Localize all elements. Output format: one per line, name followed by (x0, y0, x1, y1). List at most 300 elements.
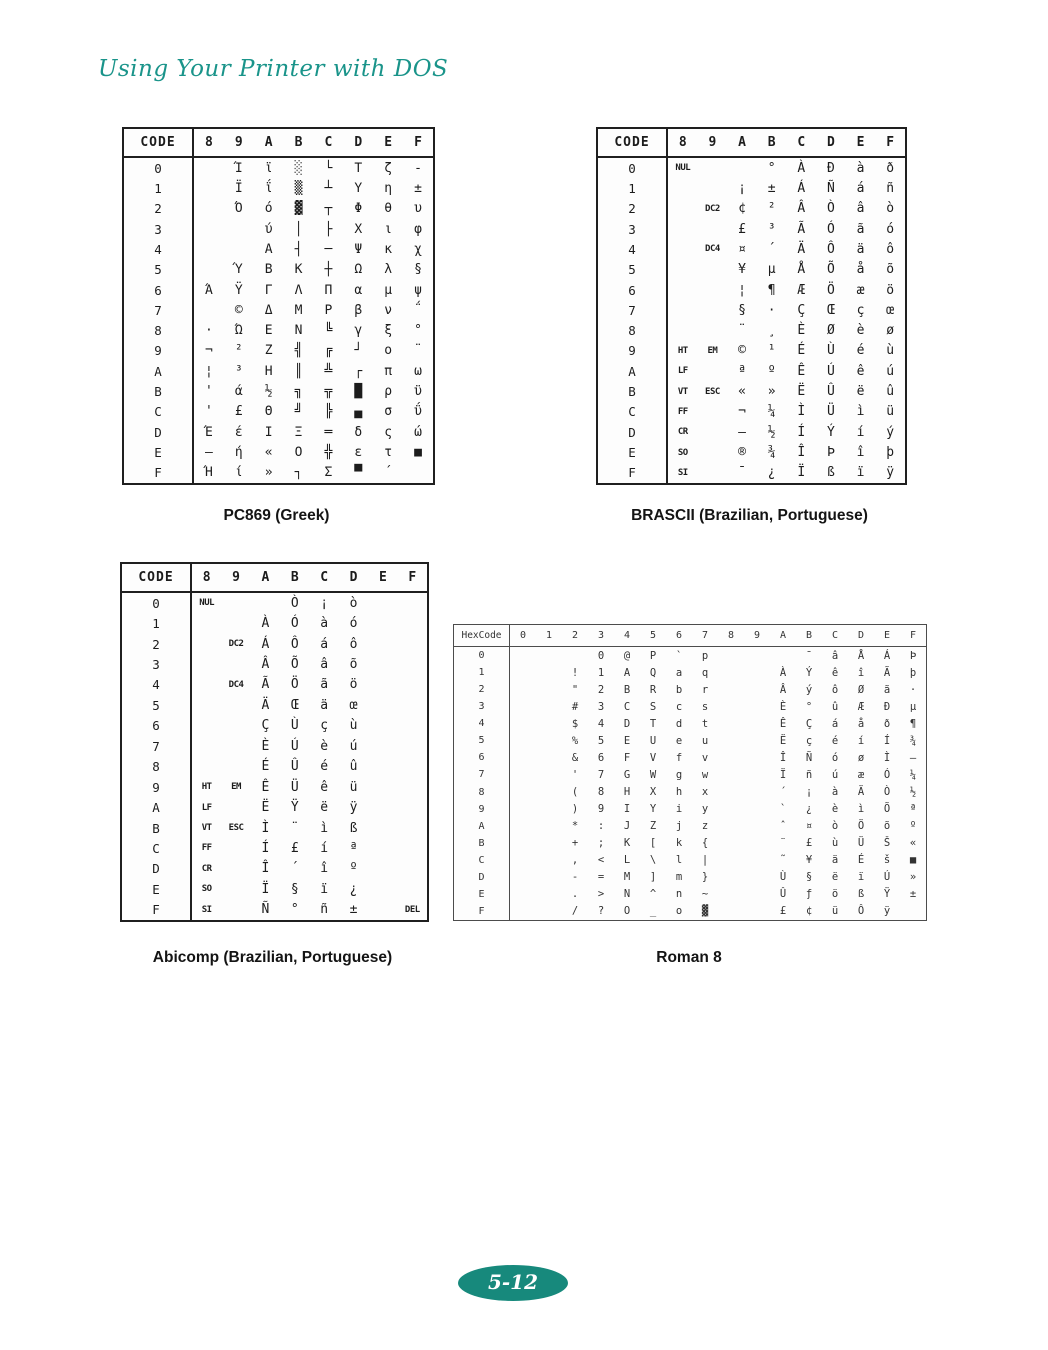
char-cell: ΰ (414, 404, 422, 420)
char-cell: k (675, 837, 683, 850)
char-cells (668, 158, 905, 483)
row-label: D (628, 424, 636, 440)
char-cell: Ò (883, 786, 891, 799)
char-cell: Ù (290, 718, 299, 734)
char-cell: ¾ (767, 445, 776, 461)
char-cell: à (831, 786, 839, 799)
char-cell: J (623, 820, 631, 833)
char-cell (562, 647, 588, 664)
char-cell: Û (827, 384, 835, 400)
char-cell: ╗ (294, 384, 303, 400)
char-cell: φ (414, 221, 422, 237)
char-cell: b (675, 683, 683, 696)
row-labels (454, 647, 509, 920)
char-cell (668, 199, 698, 219)
char-cell: Α (264, 241, 273, 257)
row-label: F (478, 905, 485, 917)
char-cell (398, 757, 427, 777)
row-label: 1 (478, 667, 485, 679)
char-cell: ? (597, 905, 605, 918)
page-number-badge (458, 1265, 568, 1301)
char-cell: ³ (234, 363, 243, 379)
char-cell: ì (320, 820, 329, 836)
char-cell: F (623, 751, 631, 764)
char-cell: ê (831, 666, 839, 679)
char-cell: λ (384, 262, 393, 278)
char-cell (510, 732, 536, 749)
char-cell (192, 695, 221, 715)
char-cell: Œ (827, 302, 835, 318)
control-code-cell: HT (201, 782, 212, 793)
char-cell: Ñ (805, 751, 813, 764)
char-cell: Ñ (261, 902, 270, 918)
column-header: 3 (597, 630, 605, 641)
char-cell: µ (767, 262, 776, 278)
char-cell: ü (349, 779, 358, 795)
char-cell: ¶ (767, 282, 776, 298)
char-cell (536, 664, 562, 681)
char-cell: Ο (294, 445, 303, 461)
row-label: 0 (628, 160, 636, 176)
char-cell (368, 716, 397, 736)
char-cell: ô (831, 683, 839, 696)
char-cell: A (623, 666, 631, 679)
char-cell: ▀ (354, 465, 363, 481)
char-cell: ╚ (324, 323, 333, 339)
char-cell: Ë (779, 734, 787, 747)
char-cell: ú (831, 768, 839, 781)
char-cell: W (649, 768, 657, 781)
char-cell: ê (856, 363, 865, 379)
char-cell: υ (414, 201, 422, 217)
column-header: D (857, 630, 865, 641)
char-cell: δ (354, 424, 363, 440)
char-cell: ¯ (805, 649, 813, 662)
code-table-abicomp (120, 562, 429, 922)
char-cell: ! (571, 666, 579, 679)
row-label: A (628, 363, 636, 379)
char-cell (398, 654, 427, 674)
char-cell (192, 736, 221, 756)
char-cell (744, 698, 770, 715)
char-cell (221, 593, 250, 613)
char-cell: ¿ (349, 881, 358, 897)
char-cell: ― (205, 445, 213, 461)
char-cell: Ë (261, 800, 270, 816)
control-code-cell: CR (201, 863, 212, 874)
char-cell: ý (805, 683, 813, 696)
char-cell (698, 442, 728, 462)
char-cell: ª (909, 803, 917, 816)
char-cell: ª (738, 363, 746, 379)
row-label: 7 (152, 738, 160, 754)
char-cell: à (320, 616, 329, 632)
char-cell (398, 879, 427, 899)
column-header: F (909, 630, 917, 641)
char-cell: Ψ (354, 241, 363, 257)
control-code-cell: NUL (199, 598, 215, 609)
char-cell (194, 178, 224, 198)
char-cell (510, 749, 536, 766)
char-cell (744, 903, 770, 920)
char-cell: ^ (649, 888, 657, 901)
char-cell: Í (261, 840, 270, 856)
char-cell: : (597, 820, 605, 833)
char-cell: ú (886, 363, 895, 379)
char-cell: S (649, 700, 657, 713)
char-cell (368, 818, 397, 838)
char-cell (744, 835, 770, 852)
char-cell: ´ (290, 861, 299, 877)
char-cell: Π (324, 282, 333, 298)
row-label-column (122, 564, 192, 920)
char-cell: ° (414, 323, 422, 339)
char-cell: Í (883, 734, 891, 747)
char-cell: Ç (797, 302, 806, 318)
char-cell: ã (320, 677, 329, 693)
char-cell: z (701, 820, 709, 833)
char-cell (668, 280, 698, 300)
char-cell: º (909, 820, 917, 833)
char-cell: Ð (883, 700, 891, 713)
column-header: 1 (545, 630, 553, 641)
char-cell: Ý (805, 666, 813, 679)
char-cell: « (909, 837, 917, 850)
char-cell: Ã (883, 666, 891, 679)
column-header: F (414, 135, 422, 150)
char-cell: ┬ (324, 201, 333, 217)
char-cell: ù (886, 343, 895, 359)
char-cell: ¡ (320, 595, 329, 611)
char-cell: ¶ (909, 717, 917, 730)
char-cell (718, 766, 744, 783)
char-cell: È (797, 323, 806, 339)
char-cell (221, 613, 250, 633)
char-cell: ¯ (738, 465, 746, 481)
char-cell (718, 801, 744, 818)
row-label: 7 (154, 302, 162, 318)
char-cell (744, 732, 770, 749)
char-cell: Ϊ (234, 180, 243, 196)
char-cell: Β (264, 262, 273, 278)
char-cell (221, 736, 250, 756)
char-cell: á (320, 636, 329, 652)
char-cell: Ÿ (290, 800, 299, 816)
char-cell (192, 634, 221, 654)
char-cell: a (675, 666, 683, 679)
char-cell: < (597, 854, 605, 867)
char-cell: w (701, 768, 709, 781)
char-cell: Ò (290, 595, 299, 611)
char-cell: ¦ (738, 282, 746, 298)
char-cell: Ä (261, 697, 270, 713)
char-cell: Û (779, 888, 787, 901)
char-cell: Ê (779, 717, 787, 730)
char-cell: ã (883, 683, 891, 696)
char-cell: Ú (827, 363, 835, 379)
char-cell (744, 715, 770, 732)
char-cell (221, 797, 250, 817)
char-cell: ┤ (294, 241, 303, 257)
char-cell: Ú (883, 871, 891, 884)
char-cell: ß (349, 820, 358, 836)
column-header: 8 (202, 570, 211, 585)
char-cell: ╩ (324, 363, 333, 379)
char-cell: í (857, 734, 865, 747)
column-header: 9 (708, 135, 717, 150)
char-cell: n (675, 888, 683, 901)
char-cell: Ø (827, 323, 835, 339)
char-cell: Ô (857, 905, 865, 918)
row-label: 1 (154, 180, 162, 196)
char-cell: ¬ (205, 343, 213, 359)
row-label: C (152, 840, 160, 856)
char-cell (398, 797, 427, 817)
char-cell (668, 178, 698, 198)
char-cell: ├ (324, 221, 333, 237)
char-cell: η (384, 180, 393, 196)
char-cell: ο (384, 343, 393, 359)
char-cell: U (649, 734, 657, 747)
char-cell: Ê (261, 779, 270, 795)
char-cell: Ó (883, 768, 891, 781)
char-cell: § (805, 871, 813, 884)
control-code-cell: DC4 (228, 679, 244, 690)
char-cell: C (623, 700, 631, 713)
row-label: 3 (478, 701, 485, 713)
char-cell: â (831, 649, 839, 662)
char-cell: é (856, 343, 865, 359)
char-cell: å (857, 717, 865, 730)
control-code-cell: SI (677, 467, 688, 478)
char-grid (668, 129, 905, 483)
control-code-cell: VT (201, 823, 212, 834)
char-cell: X (649, 786, 657, 799)
char-cell (251, 593, 280, 613)
char-cell: γ (354, 323, 363, 339)
char-cell: œ (886, 302, 895, 318)
char-cell: Έ (205, 424, 213, 440)
char-grid (510, 625, 926, 920)
row-label: 4 (154, 241, 162, 257)
page-number: 5-12 (487, 1270, 539, 1294)
char-cell: ý (886, 424, 895, 440)
char-cell (536, 766, 562, 783)
control-code-cell: SO (201, 884, 212, 895)
char-cell (398, 818, 427, 838)
char-cell: Ώ (234, 323, 243, 339)
char-cell: ø (857, 751, 865, 764)
char-cell: · (767, 302, 776, 318)
column-header: E (379, 570, 387, 585)
char-cell: Å (797, 262, 806, 278)
char-cell: ñ (805, 768, 813, 781)
char-cell: ï (320, 881, 329, 897)
column-header: A (264, 135, 273, 150)
char-cell: χ (414, 241, 422, 257)
char-cell: Ö (827, 282, 835, 298)
char-cell: õ (886, 262, 895, 278)
char-cell: ώ (414, 424, 422, 440)
char-cell: Ν (294, 323, 303, 339)
char-cell: R (649, 683, 657, 696)
char-cell: ü (886, 404, 895, 420)
row-label: E (154, 445, 162, 461)
char-cell: ╠ (324, 404, 333, 420)
char-cell (368, 593, 397, 613)
column-header: E (384, 135, 393, 150)
char-cell: 6 (597, 751, 605, 764)
char-cell (536, 886, 562, 903)
char-cell: ζ (384, 160, 393, 176)
char-cell: Ω (354, 262, 363, 278)
row-label: 8 (152, 759, 160, 775)
char-cell: ¥ (738, 262, 746, 278)
row-label: 7 (478, 769, 485, 781)
char-cell (221, 879, 250, 899)
char-cell (727, 158, 757, 178)
char-cell: Χ (354, 221, 363, 237)
char-cell: Ì (797, 404, 806, 420)
row-label: 9 (478, 803, 485, 815)
char-cell: α (354, 282, 363, 298)
char-cell: g (675, 768, 683, 781)
char-cell: ϋ (414, 384, 422, 400)
char-cell: î (856, 445, 865, 461)
char-cell: ú (349, 738, 358, 754)
char-cell: ² (234, 343, 243, 359)
char-cell (221, 859, 250, 879)
char-cell: è (856, 323, 865, 339)
row-label: C (478, 854, 485, 866)
char-cell: ´ (779, 786, 787, 799)
char-cell (536, 903, 562, 920)
char-cell: ι (384, 221, 393, 237)
char-cell: â (320, 657, 329, 673)
char-cell: ¬ (738, 404, 746, 420)
row-label: 8 (478, 786, 485, 798)
char-cell (698, 260, 728, 280)
char-cell: & (571, 751, 579, 764)
char-cell: \ (649, 854, 657, 867)
char-cell: Æ (797, 282, 806, 298)
char-cell: ─ (324, 241, 333, 257)
char-cell: ρ (384, 384, 393, 400)
char-cell: = (597, 871, 605, 884)
char-cell: ó (349, 616, 358, 632)
char-cell: ═ (324, 424, 333, 440)
char-cell (403, 463, 433, 483)
char-cell: Ζ (264, 343, 273, 359)
char-cell: ▒ (294, 180, 303, 196)
row-label: D (152, 861, 160, 877)
row-label: D (478, 871, 485, 883)
char-cell: - (571, 871, 579, 884)
char-cell: Õ (883, 803, 891, 816)
row-labels (124, 158, 192, 483)
char-cell: │ (294, 221, 303, 237)
char-cell (510, 835, 536, 852)
char-cell: 4 (597, 717, 605, 730)
char-cell: N (623, 888, 631, 901)
char-cell: 7 (597, 768, 605, 781)
row-label: 3 (152, 657, 160, 673)
char-cell: ╬ (324, 445, 333, 461)
char-grid (192, 564, 427, 920)
char-cell: « (738, 384, 746, 400)
char-cell: ▓ (294, 201, 303, 217)
char-cell: Y (649, 803, 657, 816)
char-cell: t (701, 717, 709, 730)
char-cell: ˆ (779, 820, 787, 833)
column-header: A (738, 135, 746, 150)
column-header: 2 (571, 630, 579, 641)
char-cell: ä (831, 854, 839, 867)
char-cell (536, 647, 562, 664)
row-label: B (152, 820, 160, 836)
char-cell: Η (264, 363, 273, 379)
char-cell (698, 463, 728, 483)
char-cell: î (857, 666, 865, 679)
char-cell: Â (261, 657, 270, 673)
char-cell: í (320, 840, 329, 856)
char-cell: û (349, 759, 358, 775)
row-label: 0 (478, 650, 485, 662)
char-cell: ¿ (767, 465, 776, 481)
char-cell: ß (857, 888, 865, 901)
control-code-cell: EM (707, 345, 718, 356)
char-cell: Î (797, 445, 806, 461)
char-cell (770, 647, 796, 664)
char-cell: ό (264, 201, 273, 217)
char-cell: Õ (827, 262, 835, 278)
char-cell: · (909, 683, 917, 696)
char-cell: ¾ (909, 734, 917, 747)
column-header: D (354, 135, 363, 150)
char-cell: ή (234, 445, 243, 461)
char-cell (398, 859, 427, 879)
char-cell: s (701, 700, 709, 713)
char-cell: Ë (797, 384, 806, 400)
row-label: B (478, 837, 485, 849)
char-cell: ½ (909, 786, 917, 799)
char-cell (368, 859, 397, 879)
char-cell (718, 664, 744, 681)
char-cell: 5 (597, 734, 605, 747)
char-cell: Á (261, 636, 270, 652)
char-cell: 0 (597, 649, 605, 662)
char-cell: · (205, 323, 213, 339)
char-cell: v (701, 751, 709, 764)
char-cell: └ (324, 160, 333, 176)
char-cell (194, 239, 224, 259)
char-cell: ¼ (767, 404, 776, 420)
char-cell (398, 593, 427, 613)
char-cells (194, 158, 433, 483)
char-cell: ì (857, 803, 865, 816)
char-cell: x (701, 786, 709, 799)
char-cell: £ (738, 221, 746, 237)
char-cell (368, 654, 397, 674)
char-cell: ┴ (324, 180, 333, 196)
char-cell (718, 749, 744, 766)
char-cell (510, 698, 536, 715)
char-cell: œ (349, 697, 358, 713)
char-cell (744, 664, 770, 681)
char-cell (398, 613, 427, 633)
char-cell (698, 158, 728, 178)
char-cell: ½ (264, 384, 273, 400)
